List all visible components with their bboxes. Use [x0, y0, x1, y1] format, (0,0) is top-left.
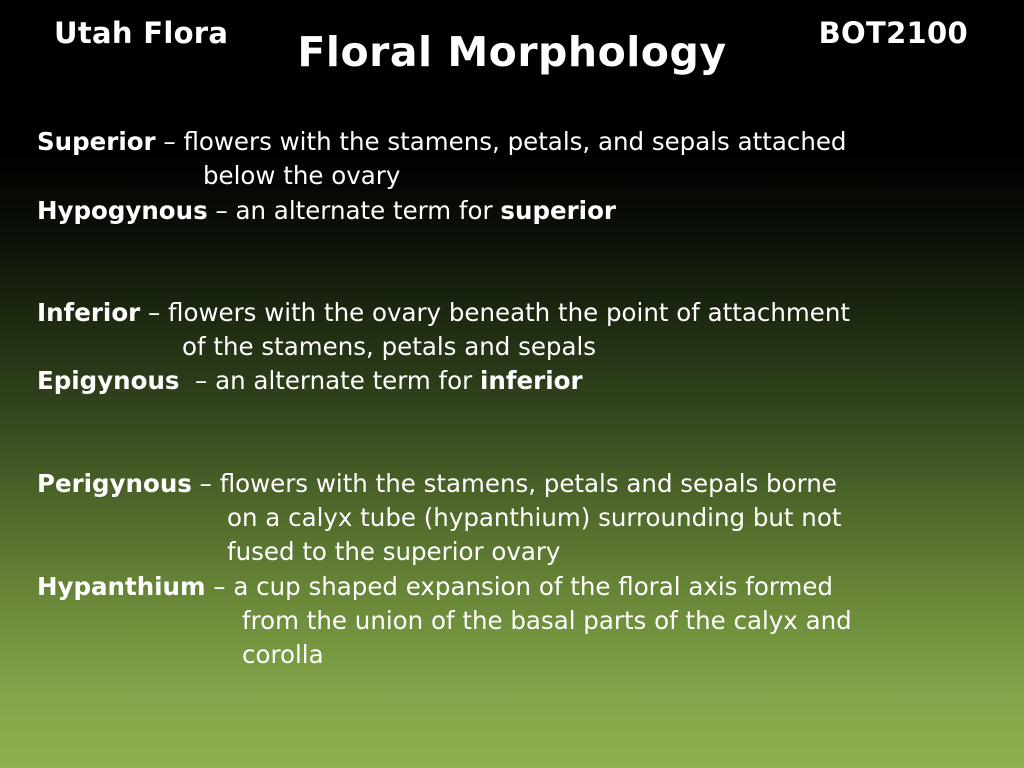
course-topic-label: Utah Flora [54, 16, 229, 50]
definition-superior [37, 125, 997, 159]
definition-continuation: below the ovary [203, 161, 401, 191]
definition-text: – flowers with the stamens, petals, and sepals attached [155, 127, 847, 156]
definition-epigynous [37, 364, 997, 398]
term-inferior: Inferior [37, 297, 141, 327]
definition-text: – flowers with the ovary beneath the point of attachment [140, 297, 850, 327]
definition-hypanthium [37, 570, 997, 604]
definition-continuation: from the union of the basal parts of the calyx and [242, 605, 852, 635]
definitions-block [37, 125, 997, 673]
term-hypogynous: Hypogynous [37, 195, 208, 225]
definition-continuation: on a calyx tube (hypanthium) surrounding but not [227, 503, 842, 533]
definition-text: – an alternate term for [207, 195, 501, 225]
term-superior: Superior [37, 127, 156, 156]
definition-inferior [37, 296, 997, 330]
term-perigynous: Perigynous [37, 468, 192, 498]
definition-text: – an alternate term for [179, 366, 481, 396]
term-reference: superior [500, 195, 616, 225]
definition-continuation: of the stamens, petals and sepals [182, 332, 597, 362]
term-reference: inferior [480, 366, 583, 396]
term-hypanthium: Hypanthium [37, 571, 206, 601]
spacer [37, 228, 997, 296]
definition-perigynous [37, 467, 997, 501]
spacer [37, 399, 997, 467]
course-code-label: BOT2100 [818, 16, 968, 50]
definition-continuation: corolla [242, 640, 324, 670]
definition-continuation: fused to the superior ovary [227, 537, 561, 567]
definition-text: – flowers with the stamens, petals and sepals borne [191, 468, 837, 498]
slide-title: Floral Morphology [297, 28, 727, 76]
term-epigynous: Epigynous [37, 366, 180, 396]
definition-hypogynous [37, 194, 997, 228]
definition-text: – a cup shaped expansion of the floral axis formed [205, 571, 833, 601]
